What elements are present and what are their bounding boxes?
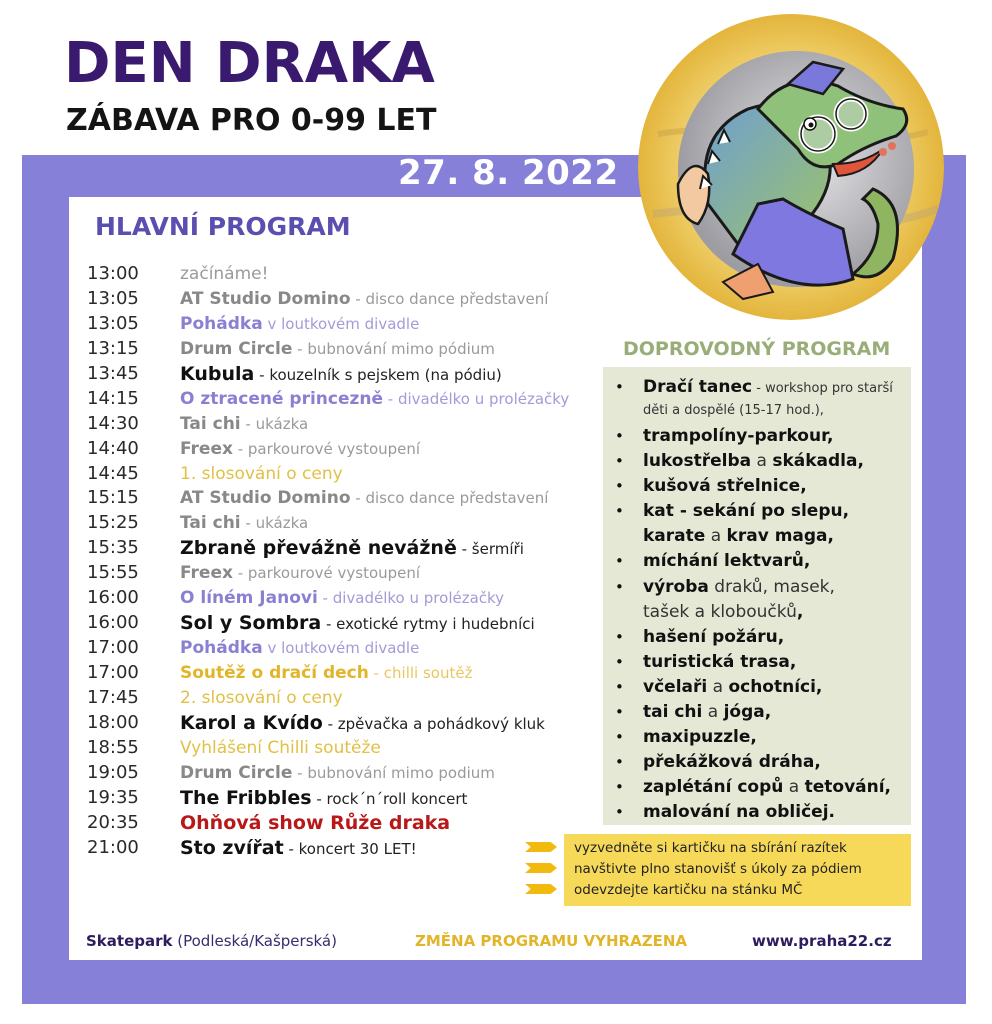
arrow-list <box>525 842 557 905</box>
item-bold: lukostřelba <box>643 451 752 472</box>
act-separator: - <box>240 514 256 533</box>
schedule-row <box>87 761 607 786</box>
schedule-time: 21:00 <box>87 836 139 858</box>
act-separator: - <box>322 714 338 733</box>
chevron-right-icon <box>525 842 557 852</box>
act-description: kouzelník s pejskem (na pódiu) <box>269 365 502 384</box>
item-bold: ochotníci, <box>728 676 823 697</box>
side-program-item <box>603 675 911 700</box>
schedule-act <box>180 711 545 737</box>
act-separator: - <box>311 789 327 808</box>
side-program-item <box>603 800 911 825</box>
act-separator: - <box>292 763 308 782</box>
act-description: rock´n´roll koncert <box>326 789 468 808</box>
bullet-icon: • <box>615 652 624 671</box>
act-name: Zbraně převážně nevážně <box>180 537 457 560</box>
item-bold: míchání lektvarů, <box>643 551 811 572</box>
schedule-time: 17:00 <box>87 637 139 659</box>
schedule-time: 19:35 <box>87 786 139 808</box>
schedule-row <box>87 636 607 661</box>
act-name: Pohádka <box>180 638 263 659</box>
side-program-item <box>603 424 911 449</box>
schedule-time: 13:05 <box>87 287 139 309</box>
act-separator: - <box>350 289 366 308</box>
act-separator: - <box>350 489 366 508</box>
schedule-time: 19:05 <box>87 761 139 783</box>
schedule-act <box>180 412 308 437</box>
schedule-act <box>180 486 548 511</box>
schedule-time: 14:45 <box>87 462 139 484</box>
item-connector: a <box>783 777 805 798</box>
bullet-icon: • <box>615 703 624 722</box>
item-bold: karate <box>643 526 706 547</box>
schedule-time: 15:55 <box>87 562 139 584</box>
schedule-row <box>87 387 607 412</box>
act-description: koncert 30 LET! <box>298 839 417 858</box>
act-separator: - <box>292 339 308 358</box>
schedule-time: 16:00 <box>87 612 139 634</box>
schedule-act <box>180 511 308 536</box>
act-separator: - <box>232 439 248 458</box>
side-program-item <box>603 625 911 650</box>
act-description: zpěvačka a pohádkový kluk <box>337 714 545 733</box>
item-connector: draků, masek, <box>708 576 835 597</box>
schedule-row <box>87 736 607 761</box>
side-program-item <box>603 775 911 800</box>
act-description: v loutkovém divadle <box>267 639 420 658</box>
bullet-icon: • <box>615 677 624 696</box>
schedule-act <box>180 836 417 862</box>
act-text: Vyhlášení Chilli soutěže <box>180 737 381 758</box>
item-bold: krav maga, <box>726 526 834 547</box>
event-date: 27. 8. 2022 <box>398 153 619 193</box>
item-bold: Dračí tanec <box>643 377 753 397</box>
bullet-icon: • <box>615 577 624 596</box>
item-bold: výroba <box>643 576 709 597</box>
act-name: Sto zvířat <box>180 836 284 859</box>
venue-info <box>86 931 337 951</box>
act-description: parkourové vystoupení <box>247 439 421 458</box>
schedule-time: 18:00 <box>87 711 139 733</box>
item-bold: , <box>796 601 804 622</box>
schedule-row <box>87 711 607 736</box>
item-bold: hašení požáru, <box>643 626 785 647</box>
item-bold: včelaři <box>643 676 708 697</box>
act-name: Sol y Sombra <box>180 612 322 635</box>
schedule-act <box>180 362 502 388</box>
schedule-act <box>180 786 467 812</box>
schedule-time: 13:05 <box>87 312 139 334</box>
schedule-act <box>180 561 420 586</box>
schedule-row <box>87 536 607 561</box>
stamp-card-box <box>564 834 911 906</box>
schedule-row <box>87 287 607 312</box>
schedule-time: 18:55 <box>87 736 139 758</box>
act-name: Soutěž o dračí dech <box>180 663 369 683</box>
act-description: exotické rytmy i hudebníci <box>336 615 535 634</box>
act-separator: - <box>456 540 472 559</box>
schedule-act <box>180 437 420 462</box>
side-program-item <box>603 474 911 499</box>
schedule-row <box>87 561 607 586</box>
schedule-row <box>87 586 607 611</box>
chevron-right-icon <box>525 863 557 873</box>
venue-address: (Podleská/Kašperská) <box>172 932 337 950</box>
venue-name: Skatepark <box>86 932 173 950</box>
act-name: Pohádka <box>180 313 263 334</box>
act-separator: - <box>383 389 398 408</box>
act-text: začínáme! <box>180 264 269 284</box>
bullet-icon: • <box>615 502 624 521</box>
website-link[interactable]: www.praha22.cz <box>752 932 892 950</box>
act-separator: - <box>240 414 256 433</box>
act-description: ukázka <box>255 514 309 533</box>
item-bold: kat - sekání po slepu, <box>643 501 850 522</box>
stamp-card-line: odevzdejte kartičku na stánku MČ <box>574 882 803 898</box>
act-description: divadélko u prolézačky <box>397 389 570 408</box>
act-name: Ohňová show Růže draka <box>180 811 451 834</box>
item-bold: tetování, <box>804 777 892 798</box>
schedule-row <box>87 811 607 836</box>
schedule-row <box>87 786 607 811</box>
schedule-row <box>87 362 607 387</box>
act-separator: - <box>321 615 337 634</box>
event-title: DEN DRAKA <box>64 31 435 96</box>
bullet-icon: • <box>615 627 624 646</box>
item-bold: jóga, <box>723 702 772 723</box>
schedule-act <box>180 736 381 761</box>
item-bold: kušová střelnice, <box>643 476 807 497</box>
act-description: divadélko u prolézačky <box>332 589 505 608</box>
side-program-item <box>603 700 911 725</box>
schedule-act <box>180 661 472 686</box>
side-program-item <box>603 449 911 474</box>
item-bold: trampolíny-parkour, <box>643 426 834 446</box>
act-name: The Fribbles <box>180 786 312 809</box>
schedule-time: 16:00 <box>87 587 139 609</box>
act-name: AT Studio Domino <box>180 488 351 509</box>
bullet-icon: • <box>615 778 624 797</box>
schedule-row <box>87 412 607 437</box>
bullet-icon: • <box>615 728 624 747</box>
schedule-row <box>87 437 607 462</box>
schedule-row <box>87 486 607 511</box>
schedule-time: 15:15 <box>87 487 139 509</box>
item-bold: maxipuzzle, <box>643 727 757 748</box>
act-name: AT Studio Domino <box>180 288 351 309</box>
act-description: bubnování mimo podium <box>307 763 495 782</box>
item-bold: skákadla, <box>772 451 864 472</box>
act-separator: - <box>317 589 333 608</box>
act-description: chilli soutěž <box>383 664 473 682</box>
act-separator: - <box>232 564 248 583</box>
schedule-row <box>87 262 607 287</box>
bullet-icon: • <box>615 378 624 396</box>
schedule-row <box>87 511 607 536</box>
schedule-time: 17:00 <box>87 662 139 683</box>
side-program-item <box>603 650 911 675</box>
schedule-row <box>87 661 607 686</box>
side-program-list <box>603 375 911 826</box>
stamp-card-line: vyzvedněte si kartičku na sbírání razítek <box>574 840 847 856</box>
schedule-time: 14:15 <box>87 387 139 409</box>
act-name: Freex <box>180 563 233 584</box>
act-separator: - <box>368 664 384 682</box>
act-text: 1. slosování o ceny <box>180 463 343 484</box>
schedule-time: 17:45 <box>87 686 139 708</box>
act-separator: - <box>283 839 299 858</box>
schedule-act <box>180 387 569 412</box>
item-connector: a <box>702 702 724 723</box>
act-name: O ztracené princezně <box>180 388 384 409</box>
act-description: bubnování mimo pódium <box>307 339 495 358</box>
bullet-icon: • <box>615 452 624 471</box>
bullet-icon: • <box>615 477 624 496</box>
schedule-time: 13:15 <box>87 337 139 359</box>
item-connector: a <box>705 526 727 547</box>
main-program-schedule <box>87 262 607 861</box>
schedule-time: 13:45 <box>87 362 139 384</box>
schedule-act <box>180 287 548 312</box>
item-text: tašek a kloboučků <box>643 601 797 622</box>
schedule-time: 15:35 <box>87 537 139 559</box>
chevron-right-icon <box>525 884 557 894</box>
event-subtitle: ZÁBAVA PRO 0-99 LET <box>66 103 437 138</box>
bullet-icon: • <box>615 427 624 445</box>
program-change-notice: ZMĚNA PROGRAMU VYHRAZENA <box>415 932 687 950</box>
side-program-item <box>603 375 911 424</box>
item-bold: tai chi <box>643 702 703 723</box>
schedule-act <box>180 536 524 562</box>
act-description: disco dance představení <box>365 489 549 508</box>
act-description: ukázka <box>255 414 309 433</box>
act-name: Tai chi <box>180 413 241 434</box>
schedule-act <box>180 586 504 611</box>
side-program-item <box>603 499 911 549</box>
item-bold: turistická trasa, <box>643 651 797 672</box>
schedule-act <box>180 636 419 661</box>
schedule-act <box>180 337 495 362</box>
schedule-row <box>87 686 607 711</box>
schedule-row <box>87 462 607 487</box>
act-name: Tai chi <box>180 513 241 534</box>
schedule-act <box>180 686 343 711</box>
schedule-act <box>180 312 419 337</box>
schedule-act <box>180 811 450 837</box>
schedule-row <box>87 611 607 636</box>
act-name: Karol a Kvído <box>180 711 323 734</box>
dragon-mascot-icon <box>638 14 944 320</box>
item-connector: a <box>707 676 729 697</box>
item-detail: - workshop pro starší děti a dospělé (15-17 hod.), <box>643 381 897 418</box>
side-program-box <box>603 367 911 825</box>
side-program-item <box>603 575 911 625</box>
act-description: parkourové vystoupení <box>247 564 421 583</box>
side-program-item <box>603 725 911 750</box>
act-description: šermíři <box>471 540 524 559</box>
act-name: Freex <box>180 438 233 459</box>
bullet-icon: • <box>615 552 624 571</box>
schedule-time: 20:35 <box>87 811 139 833</box>
schedule-act <box>180 262 268 287</box>
schedule-time: 13:00 <box>87 263 139 284</box>
schedule-row <box>87 312 607 337</box>
schedule-time: 15:25 <box>87 512 139 534</box>
schedule-time: 14:30 <box>87 412 139 434</box>
act-description: disco dance představení <box>365 289 549 308</box>
main-program-heading: HLAVNÍ PROGRAM <box>95 212 351 241</box>
act-description: v loutkovém divadle <box>267 314 420 333</box>
act-name: O líném Janovi <box>180 588 318 609</box>
side-program-heading: DOPROVODNÝ PROGRAM <box>623 338 891 360</box>
bullet-icon: • <box>615 803 624 822</box>
act-separator: - <box>254 365 270 384</box>
side-program-item <box>603 750 911 775</box>
item-bold: malování na obličej. <box>643 802 835 823</box>
side-program-item <box>603 549 911 574</box>
act-name: Drum Circle <box>180 338 293 359</box>
item-bold: zaplétání copů <box>643 777 784 798</box>
schedule-act <box>180 462 343 487</box>
schedule-act <box>180 611 535 637</box>
schedule-act <box>180 761 495 786</box>
item-bold: překážková dráha, <box>643 752 821 773</box>
bullet-icon: • <box>615 753 624 772</box>
act-name: Drum Circle <box>180 762 293 783</box>
schedule-time: 14:40 <box>87 437 139 459</box>
act-name: Kubula <box>180 362 255 385</box>
item-connector: a <box>751 451 773 472</box>
stamp-card-line: navštivte plno stanovišť s úkoly za pódiem <box>574 861 862 877</box>
act-text: 2. slosování o ceny <box>180 687 343 708</box>
schedule-row <box>87 337 607 362</box>
